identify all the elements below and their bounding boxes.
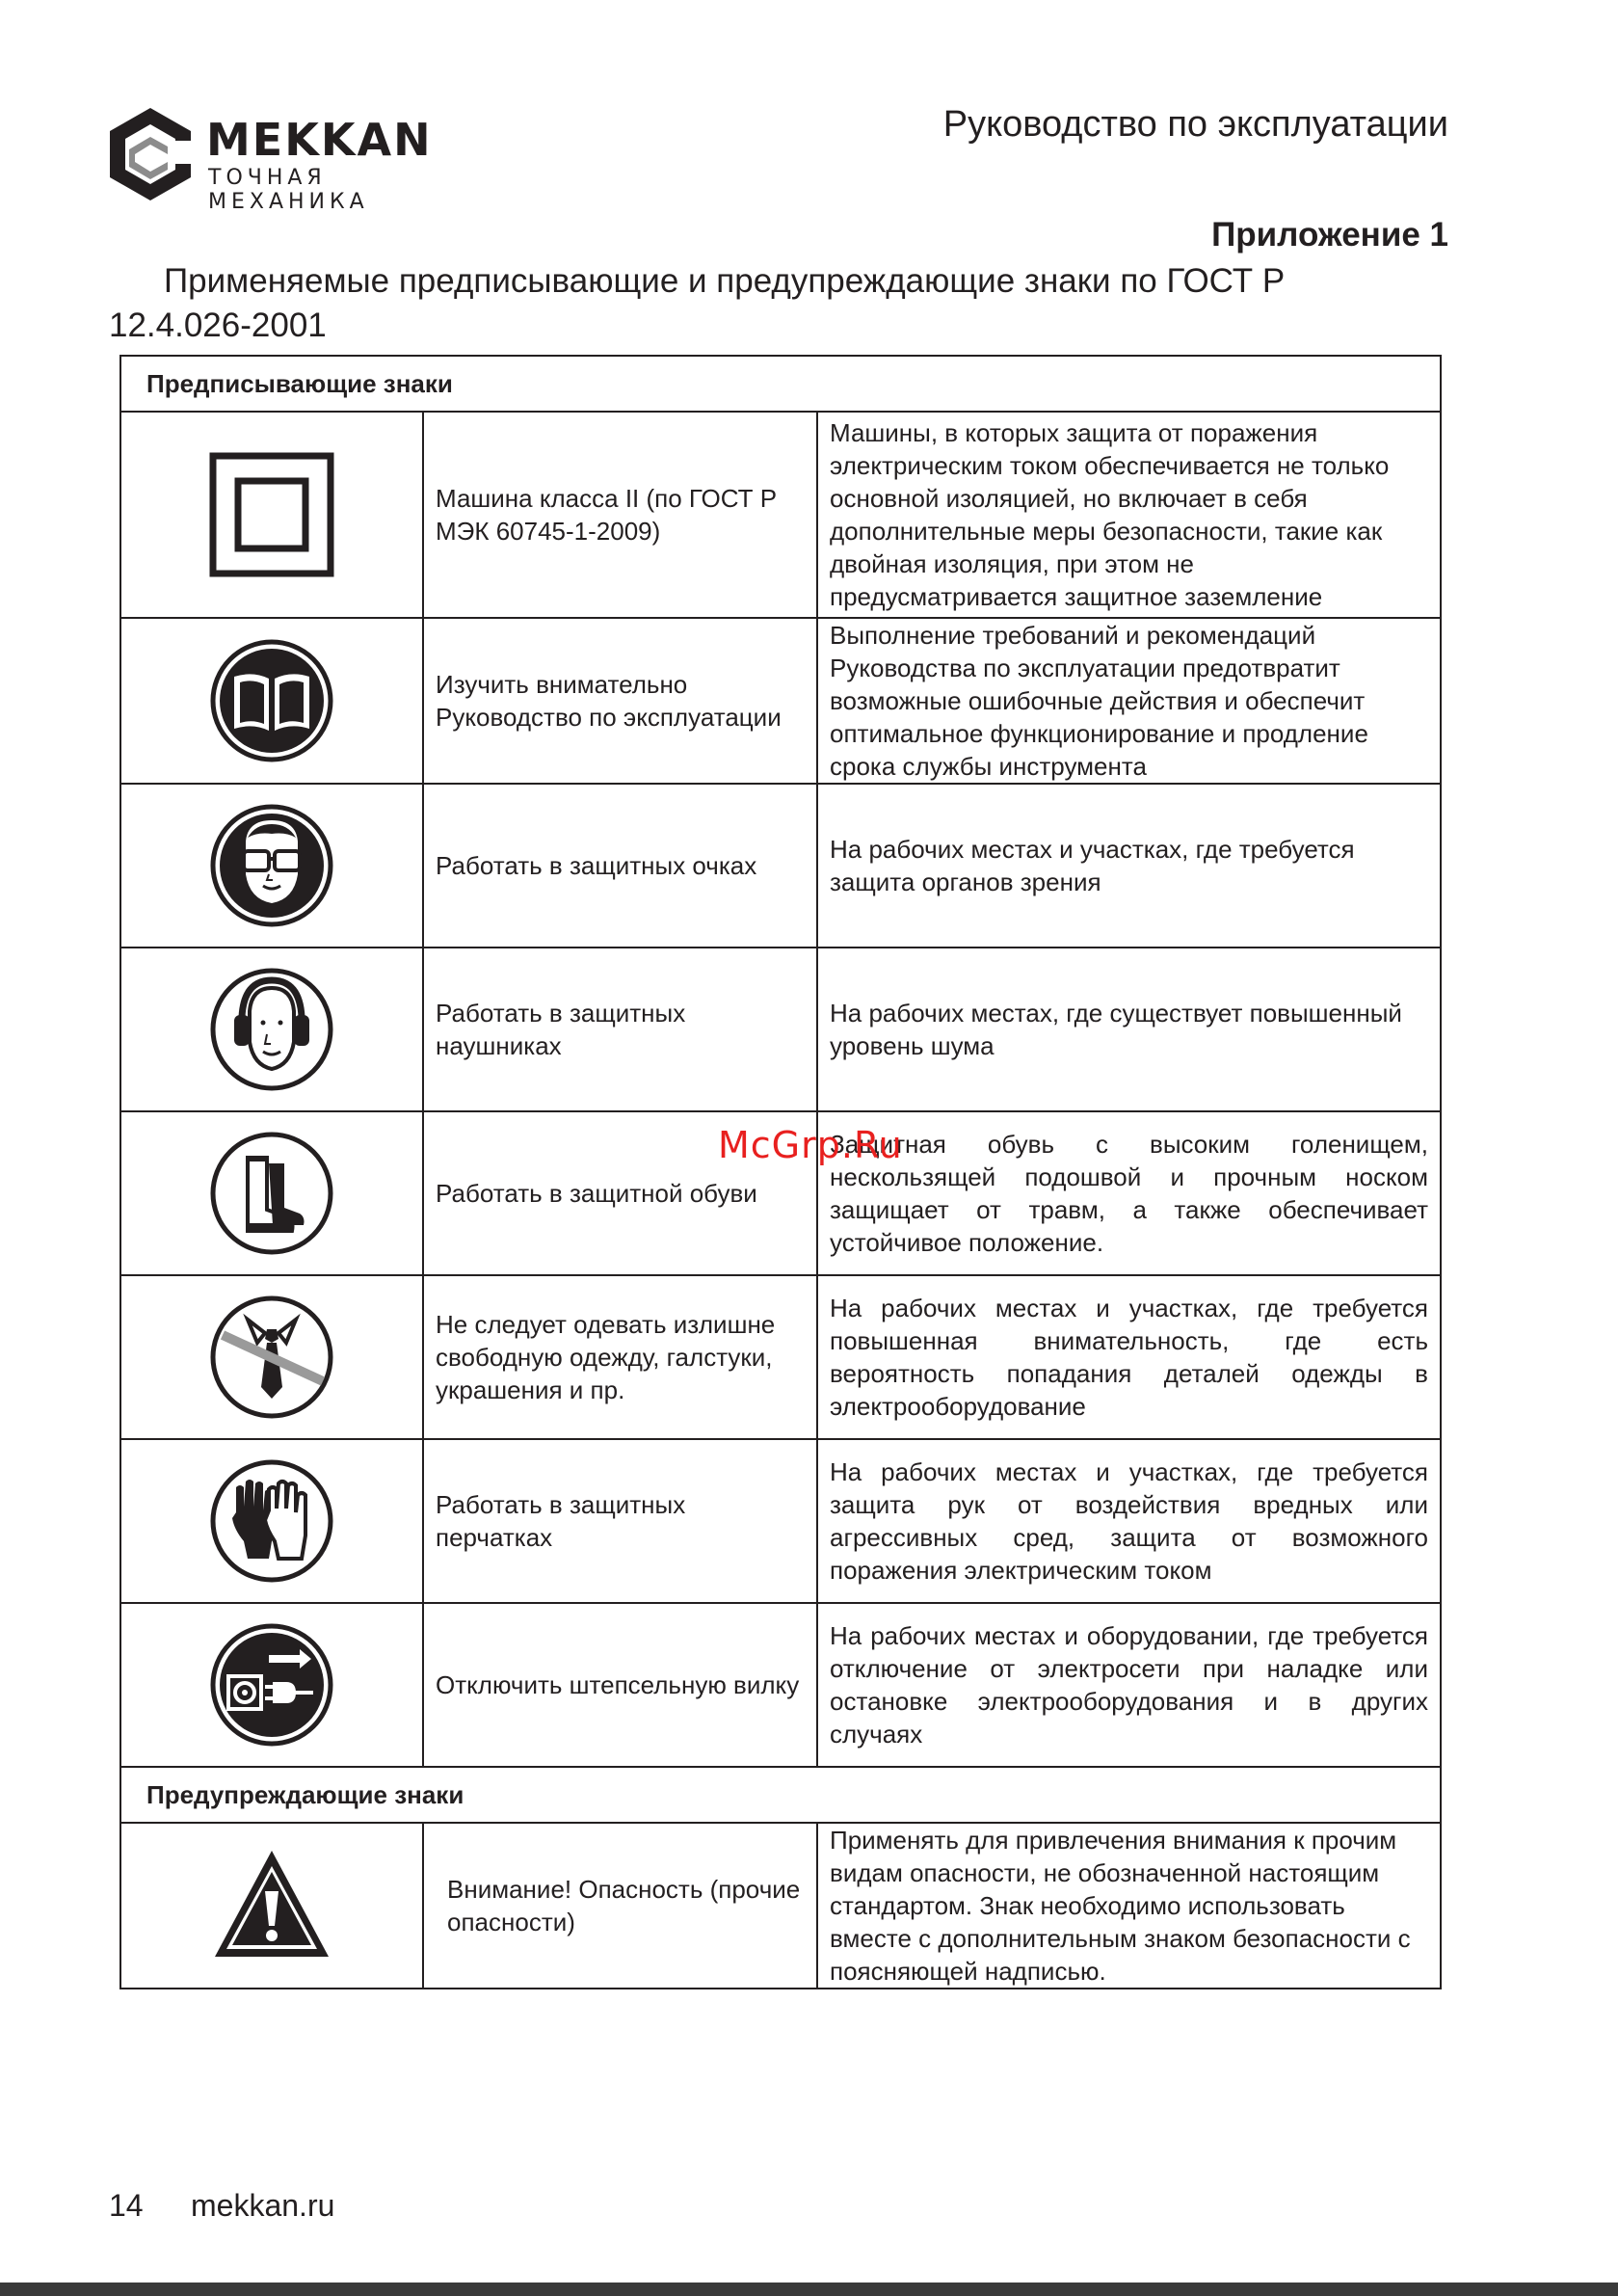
sign-name: Изучить внимательно Руководство по эксплуатации	[423, 618, 817, 784]
brand-logo	[106, 106, 434, 214]
table-row	[120, 784, 1441, 948]
table-row	[120, 1275, 1441, 1439]
sign-name: Работать в защитной обуви	[423, 1111, 817, 1275]
brand-tagline: ТОЧНАЯ МЕХАНИКА	[208, 166, 369, 214]
ear-protection-icon	[120, 948, 423, 1111]
sign-description: На рабочих местах, где существует повышенный уровень шума	[817, 948, 1441, 1111]
intro-line-1: Применяемые предписывающие и предупреждающие знаки по ГОСТ Р	[164, 262, 1286, 300]
sign-name: Отключить штепсельную вилку	[423, 1603, 817, 1767]
no-loose-clothing-icon	[120, 1275, 423, 1439]
warning-triangle-icon	[120, 1823, 423, 1989]
unplug-icon	[120, 1603, 423, 1767]
sign-description: На рабочих местах и оборудовании, где требуется отключение от электросети при наладке или остановке электрооборудования и в других случаях	[817, 1603, 1441, 1767]
sign-name: Не следует одевать излишне свободную одежду, галстуки, украшения и пр.	[423, 1275, 817, 1439]
document-title: Руководство по эксплуатации	[942, 104, 1448, 145]
sign-name: Работать в защитных перчатках	[423, 1439, 817, 1603]
section-header-mandatory: Предписывающие знаки	[120, 356, 1441, 412]
sign-name: Работать в защитных очках	[423, 784, 817, 948]
sign-name: Работать в защитных наушниках	[423, 948, 817, 1111]
sign-description: Машины, в которых защита от поражения электрическим током обеспечивается не только основной изоляцией, но включает в себя дополнительные меры безопасности, такие как двойная изоляция, при этом не предусматривается защитное заземление	[817, 412, 1441, 618]
sign-description: На рабочих местах и участках, где требуется защита органов зрения	[817, 784, 1441, 948]
sign-description: Защитная обувь с высоким голенищем, нескользящей подошвой и прочным носком защищает от травм, а также обеспечивает устойчивое положение.	[817, 1111, 1441, 1275]
section-row	[120, 1767, 1441, 1823]
table-row	[120, 618, 1441, 784]
section-header-warning: Предупреждающие знаки	[120, 1767, 1441, 1823]
sign-description: На рабочих местах и участках, где требуется защита рук от воздействия вредных или агрессивных сред, защита от возможного поражения электрическим током	[817, 1439, 1441, 1603]
sign-description: На рабочих местах и участках, где требуется повышенная внимательность, где есть вероятность попадания деталей одежды в электрооборудование	[817, 1275, 1441, 1439]
sign-name: Машина класса II (по ГОСТ Р МЭК 60745-1-2009)	[423, 412, 817, 618]
appendix-label: Приложение 1	[1211, 216, 1448, 254]
sign-name: Внимание! Опасность (прочие опасности)	[423, 1823, 817, 1989]
section-row	[120, 356, 1441, 412]
sign-description: Применять для привлечения внимания к прочим видам опасности, не обозначенной настоящим стандартом. Знак необходимо использовать вместе с дополнительным знаком безопасности с поясняющей надписью.	[817, 1823, 1441, 1989]
logo-mark-icon	[106, 106, 195, 202]
protective-gloves-icon	[120, 1439, 423, 1603]
website-link[interactable]: mekkan.ru	[191, 2188, 335, 2223]
bottom-divider	[0, 2283, 1618, 2296]
table-row	[120, 412, 1441, 618]
table-row	[120, 1439, 1441, 1603]
signs-table	[119, 355, 1442, 1989]
safety-goggles-icon	[120, 784, 423, 948]
table-row	[120, 948, 1441, 1111]
safety-boots-icon	[120, 1111, 423, 1275]
table-row	[120, 1823, 1441, 1989]
page-number: 14	[109, 2188, 144, 2223]
brand-name: MEKKAN	[206, 114, 433, 166]
double-square-icon	[120, 412, 423, 618]
intro-line-2: 12.4.026-2001	[109, 307, 327, 344]
read-manual-icon	[120, 618, 423, 784]
table-row	[120, 1603, 1441, 1767]
sign-description: Выполнение требований и рекомендаций Руководства по эксплуатации предотвратит возможные ошибочные действия и обеспечит оптимальное функционирование и продление срока службы инструмента	[817, 618, 1441, 784]
watermark: McGrp.Ru	[718, 1124, 903, 1166]
